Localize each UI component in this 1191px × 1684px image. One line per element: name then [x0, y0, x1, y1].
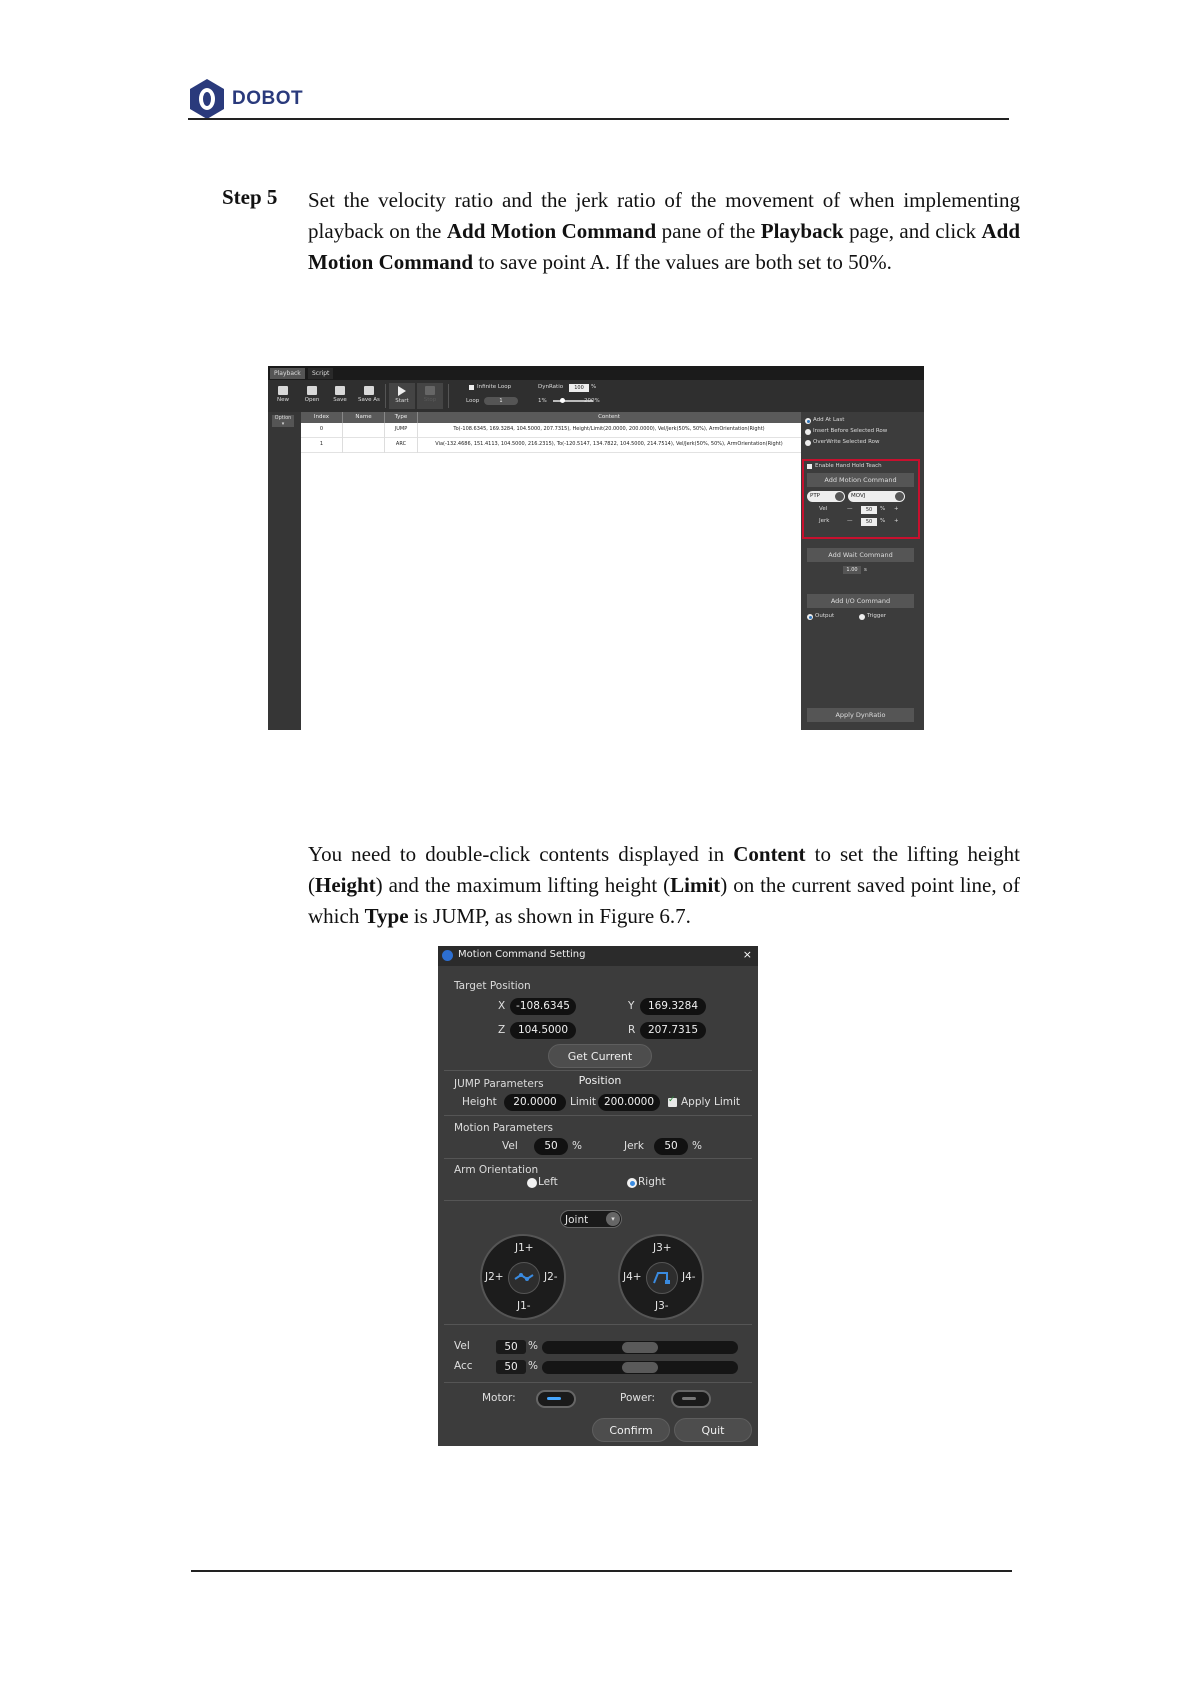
- dynratio-label: DynRatio: [538, 384, 564, 390]
- save-as-label: Save As: [358, 397, 380, 403]
- header-name[interactable]: Name: [343, 412, 385, 423]
- row-name: [343, 439, 384, 450]
- slider-thumb[interactable]: [622, 1362, 658, 1373]
- motion-command-dialog: [438, 946, 758, 1446]
- y-input[interactable]: 169.3284: [640, 998, 706, 1015]
- jerk-plus-button[interactable]: +: [894, 518, 899, 524]
- jerk-minus-button[interactable]: —: [847, 518, 853, 524]
- note-paragraph: [308, 839, 1020, 932]
- trigger-radio[interactable]: [859, 614, 865, 620]
- option-label: Option: [274, 415, 292, 421]
- infinite-loop-checkbox[interactable]: [469, 385, 474, 390]
- row-type: ARC: [395, 441, 407, 447]
- header-index[interactable]: Index: [301, 412, 343, 423]
- dobot-logo: [188, 78, 303, 120]
- limit-label: Limit: [570, 1096, 597, 1108]
- tab-script[interactable]: Script: [308, 368, 333, 379]
- folder-icon: [307, 386, 317, 395]
- add-io-command-button[interactable]: Add I/O Command: [807, 594, 914, 608]
- loop-input[interactable]: 1: [484, 397, 518, 405]
- trigger-label: Trigger: [867, 613, 886, 619]
- right-panel: [801, 412, 924, 730]
- note-text: ) and the maximum lifting height (: [375, 873, 671, 897]
- step-paragraph: [308, 185, 1020, 278]
- power-toggle[interactable]: [671, 1390, 711, 1408]
- jog-acc-slider[interactable]: [542, 1361, 738, 1374]
- jog-vel-label: Vel: [454, 1340, 470, 1352]
- new-button[interactable]: [270, 383, 296, 409]
- output-radio[interactable]: [807, 614, 813, 620]
- jog-wheel-j1-j2: [480, 1234, 566, 1320]
- step-bold-term: Playback: [760, 219, 844, 243]
- dynratio-min: 1%: [538, 398, 547, 404]
- j4-plus-button[interactable]: J4+: [623, 1271, 642, 1283]
- note-bold-term: Height: [315, 873, 376, 897]
- save-as-icon: [364, 386, 374, 395]
- add-motion-command-button[interactable]: Add Motion Command: [807, 473, 914, 487]
- row-content[interactable]: Via(-132.4686, 151.4113, 104.5000, 216.2315), To(-120.5147, 134.7822, 104.5000, 214.7514), Vel/Jerk(50%, 50%), ArmOrientation(Right): [435, 441, 783, 447]
- step-text: pane of the: [656, 219, 761, 243]
- apply-limit-label: Apply Limit: [681, 1096, 741, 1108]
- open-button[interactable]: [299, 383, 325, 409]
- jump-parameters-label: JUMP Parameters: [454, 1078, 544, 1090]
- vel-percent: %: [572, 1140, 582, 1152]
- dialog-titlebar: [438, 946, 758, 966]
- add-at-last-radio[interactable]: [805, 418, 811, 424]
- motor-label: Motor:: [482, 1392, 516, 1404]
- divider: [444, 1382, 752, 1383]
- add-wait-command-button[interactable]: Add Wait Command: [807, 548, 914, 562]
- slider-thumb[interactable]: [622, 1342, 658, 1353]
- confirm-button[interactable]: Confirm: [592, 1418, 670, 1442]
- x-label: X: [498, 1000, 506, 1012]
- divider: [444, 1200, 752, 1201]
- divider: [444, 1115, 752, 1116]
- step-text: to save point A. If the values are both set to 50%.: [473, 250, 892, 274]
- new-file-icon: [278, 386, 288, 395]
- left-label: Left: [538, 1176, 558, 1188]
- jog-mode-select[interactable]: [560, 1210, 622, 1228]
- chevron-down-icon: ▾: [606, 1212, 620, 1226]
- dynratio-input[interactable]: 100: [569, 384, 589, 392]
- jog-vel-slider[interactable]: [542, 1341, 738, 1354]
- start-button[interactable]: [389, 383, 415, 409]
- save-as-button[interactable]: [356, 383, 382, 409]
- chevron-down-icon: [835, 492, 844, 501]
- divider: [444, 1070, 752, 1071]
- divider: [444, 1324, 752, 1325]
- note-bold-term: Content: [733, 842, 806, 866]
- motion-mode-value: PTP: [810, 493, 820, 499]
- playback-screenshot: [268, 366, 924, 730]
- note-text: to set the lifting height (: [308, 842, 1020, 897]
- open-label: Open: [304, 397, 320, 403]
- row-type: JUMP: [394, 426, 408, 432]
- get-current-position-button[interactable]: Get Current Position: [548, 1044, 652, 1068]
- vel-minus-button[interactable]: —: [847, 506, 853, 512]
- robot-arm-icon: [646, 1262, 678, 1294]
- play-icon: [398, 386, 406, 396]
- y-label: Y: [628, 1000, 635, 1012]
- wait-input[interactable]: 1.00: [843, 566, 861, 574]
- dynratio-unit: %: [591, 384, 597, 390]
- vel-input[interactable]: 50: [534, 1138, 568, 1155]
- z-label: Z: [498, 1024, 506, 1036]
- hand-hold-checkbox[interactable]: [807, 464, 812, 469]
- chevron-down-icon: ▾: [281, 421, 285, 427]
- overwrite-radio[interactable]: [805, 440, 811, 446]
- step-text: Set the velocity ratio and the jerk ratio of the movement of when implementing playback on the: [308, 188, 1020, 243]
- vel-label: Vel: [502, 1140, 518, 1152]
- jog-acc-percent: %: [528, 1360, 538, 1372]
- new-label: New: [277, 397, 289, 403]
- j3-minus-button[interactable]: J3-: [655, 1300, 669, 1312]
- tab-bar: [268, 366, 924, 380]
- jog-acc-label: Acc: [454, 1360, 473, 1372]
- arm-orientation-label: Arm Orientation: [454, 1164, 539, 1176]
- insert-before-label: Insert Before Selected Row: [813, 428, 888, 434]
- jog-vel-input[interactable]: 50: [496, 1340, 526, 1354]
- quit-button[interactable]: Quit: [674, 1418, 752, 1442]
- dynratio-slider-thumb[interactable]: [560, 398, 565, 403]
- add-at-last-label: Add At Last: [813, 417, 845, 423]
- save-label: Save: [333, 397, 347, 403]
- step-text: page, and click: [843, 219, 982, 243]
- x-input[interactable]: -108.6345: [510, 998, 576, 1015]
- dialog-title: Motion Command Setting: [458, 949, 586, 960]
- j3-plus-button[interactable]: J3+: [653, 1242, 672, 1254]
- jerk-label: Jerk: [624, 1140, 644, 1152]
- row-name: [343, 424, 384, 435]
- toggle-indicator: [547, 1397, 561, 1400]
- jog-vel-percent: %: [528, 1340, 538, 1352]
- app-logo-icon: [442, 950, 453, 961]
- note-bold-term: Limit: [670, 873, 721, 897]
- j4-minus-button[interactable]: J4-: [682, 1271, 696, 1283]
- row-content[interactable]: To(-108.6345, 169.3284, 104.5000, 207.7315), Height/Limit(20.0000, 200.0000), Vel/Jerk(50%, 50%), ArmOrientation(Right): [453, 426, 765, 432]
- column-divider: [342, 423, 343, 453]
- insert-before-radio[interactable]: [805, 429, 811, 435]
- left-radio[interactable]: [527, 1178, 537, 1188]
- motion-type-value: MOVJ: [851, 493, 866, 499]
- j1-plus-button[interactable]: J1+: [515, 1242, 534, 1254]
- apply-limit-checkbox[interactable]: [668, 1098, 677, 1107]
- apply-dynratio-button[interactable]: Apply DynRatio: [807, 708, 914, 722]
- column-divider: [384, 423, 385, 453]
- note-text: is JUMP, as shown in Figure 6.7.: [408, 904, 691, 928]
- header-type[interactable]: Type: [385, 412, 418, 423]
- motion-parameters-label: Motion Parameters: [454, 1122, 554, 1134]
- j2-minus-button[interactable]: J2-: [544, 1271, 558, 1283]
- column-divider: [417, 423, 418, 453]
- table-row[interactable]: [301, 438, 801, 453]
- limit-input[interactable]: 200.0000: [598, 1094, 660, 1111]
- target-position-label: Target Position: [454, 980, 531, 992]
- overwrite-label: OverWrite Selected Row: [813, 439, 880, 445]
- save-button[interactable]: [327, 383, 353, 409]
- dynratio-max: 200%: [584, 398, 600, 404]
- left-column: [268, 412, 301, 730]
- stop-button[interactable]: [417, 383, 443, 409]
- r-input[interactable]: 207.7315: [640, 1022, 706, 1039]
- header-rule: [188, 118, 1009, 120]
- toolbar: [268, 380, 924, 412]
- power-label: Power:: [620, 1392, 656, 1404]
- header-content[interactable]: Content: [598, 414, 620, 420]
- step-bold-term: Add Motion Command: [446, 219, 657, 243]
- dobot-logo-icon: [188, 78, 226, 120]
- right-radio[interactable]: [627, 1178, 637, 1188]
- vel-label: Vel: [819, 506, 828, 512]
- toolbar-divider: [385, 384, 386, 408]
- output-label: Output: [815, 613, 835, 619]
- row-index: 0: [319, 426, 324, 432]
- jerk-input[interactable]: 50: [861, 518, 877, 526]
- start-label: Start: [395, 398, 409, 404]
- save-icon: [335, 386, 345, 395]
- vel-input[interactable]: 50: [861, 506, 877, 514]
- note-bold-term: Type: [364, 904, 409, 928]
- table-header: [301, 412, 801, 423]
- r-label: R: [628, 1024, 636, 1036]
- table-row[interactable]: [301, 423, 801, 438]
- option-button[interactable]: [272, 415, 294, 427]
- height-label: Height: [462, 1096, 497, 1108]
- jerk-percent: %: [692, 1140, 702, 1152]
- stop-icon: [425, 386, 435, 395]
- command-table: [301, 412, 801, 730]
- jog-mode-value: Joint: [565, 1214, 589, 1226]
- jerk-percent: %: [880, 518, 886, 524]
- wait-unit: s: [864, 567, 867, 573]
- step-label: Step 5: [222, 185, 278, 209]
- jerk-input[interactable]: 50: [654, 1138, 688, 1155]
- tab-playback[interactable]: Playback: [270, 368, 305, 379]
- j2-plus-button[interactable]: J2+: [485, 1271, 504, 1283]
- j1-minus-button[interactable]: J1-: [517, 1300, 531, 1312]
- brand-name: DOBOT: [232, 88, 304, 109]
- robot-arm-icon: [508, 1262, 540, 1294]
- step-bold-term: Add Motion Command: [308, 219, 1021, 274]
- vel-plus-button[interactable]: +: [894, 506, 899, 512]
- vel-percent: %: [880, 506, 886, 512]
- jog-wheel-j3-j4: [618, 1234, 704, 1320]
- note-text: ) on the current saved point line, of which: [308, 873, 1021, 928]
- motor-toggle[interactable]: [536, 1390, 576, 1408]
- toggle-indicator: [682, 1397, 696, 1400]
- footer-rule: [191, 1570, 1012, 1572]
- close-icon[interactable]: ×: [742, 948, 752, 961]
- jerk-label: Jerk: [819, 518, 830, 524]
- chevron-down-icon: [895, 492, 904, 501]
- jog-acc-input[interactable]: 50: [496, 1360, 526, 1374]
- toolbar-divider: [448, 384, 449, 408]
- infinite-loop-label: Infinite Loop: [477, 384, 512, 390]
- height-input[interactable]: 20.0000: [504, 1094, 566, 1111]
- row-index: 1: [319, 441, 324, 447]
- hand-hold-label: Enable Hand Hold Teach: [815, 463, 882, 469]
- z-input[interactable]: 104.5000: [510, 1022, 576, 1039]
- motion-type-select[interactable]: [848, 491, 905, 502]
- note-text: You need to double-click contents displayed in: [308, 842, 734, 866]
- motion-mode-select[interactable]: [807, 491, 845, 502]
- loop-label: Loop: [466, 398, 480, 404]
- right-label: Right: [638, 1176, 666, 1188]
- divider: [444, 1158, 752, 1159]
- stop-label: Stop: [423, 397, 437, 403]
